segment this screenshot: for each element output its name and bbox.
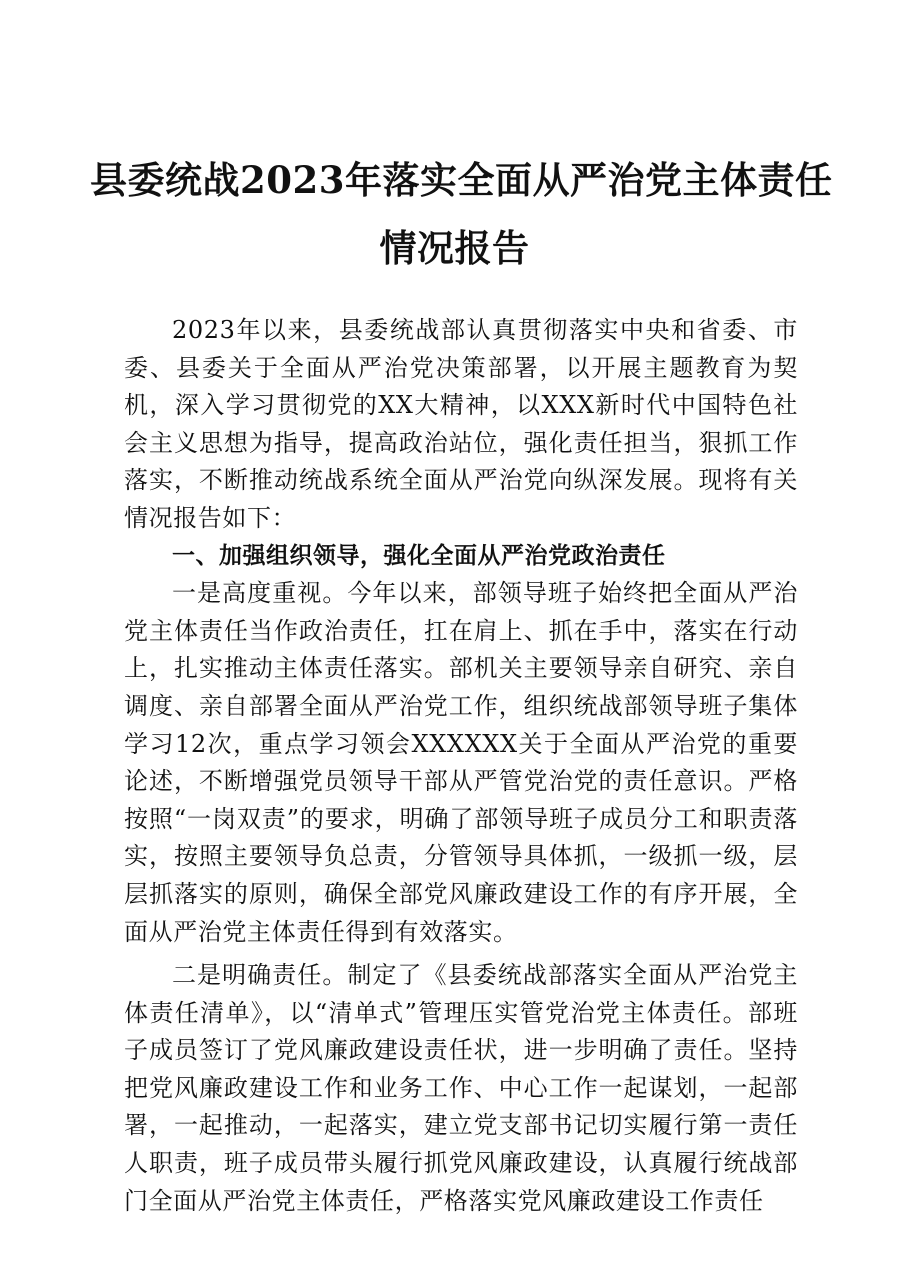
paragraph-1: 一是高度重视。今年以来，部领导班子始终把全面从严治党主体责任当作政治责任，扛在肩上、抓在手中，落实在行动上，扎实推动主体责任落实。部机关主要领导亲自研究、亲自调度、亲自部署全面从严治党工作，组织统战部领导班子集体学习12次，重点学习领会XXXXXX关于全面从严治党的重要论述，不断增强党员领导干部从严管党治党的责任意识。严格按照“一岗双责”的要求，明确了部领导班子成员分工和职责落实，按照主要领导负总责，分管领导具体抓，一级抓一级，层层抓落实的原则，确保全部党风廉政建设工作的有序开展，全面从严治党主体责任得到有效落实。 — [124, 579, 798, 946]
document-body — [124, 312, 798, 1220]
document-title-line-2: 情况报告 — [379, 226, 530, 270]
section-1-heading: 一、加强组织领导，强化全面从严治党政治责任 — [172, 542, 666, 569]
intro-paragraph: 2023年以来，县委统战部认真贯彻落实中央和省委、市委、县委关于全面从严治党决策部署，以开展主题教育为契机，深入学习贯彻党的XX大精神，以XXX新时代中国特色社会主义思想为指导，提高政治站位，强化责任担当，狠抓工作落实，不断推动统战系统全面从严治党向纵深发展。现将有关情况报告如下： — [124, 316, 798, 532]
paragraph-2: 二是明确责任。制定了《县委统战部落实全面从严治党主体责任清单》，以“清单式”管理压实管党治党主体责任。部班子成员签订了党风廉政建设责任状，进一步明确了责任。坚持把党风廉政建设工作和业务工作、中心工作一起谋划，一起部署，一起推动，一起落实，建立党支部书记切实履行第一责任人职责，班子成员带头履行抓党风廉政建设，认真履行统战部门全面从严治党主体责任，严格落实党风廉政建设工作责任 — [124, 961, 798, 1215]
document-title-line-1: 县委统战2023年落实全面从严治党主体责任 — [90, 158, 833, 202]
